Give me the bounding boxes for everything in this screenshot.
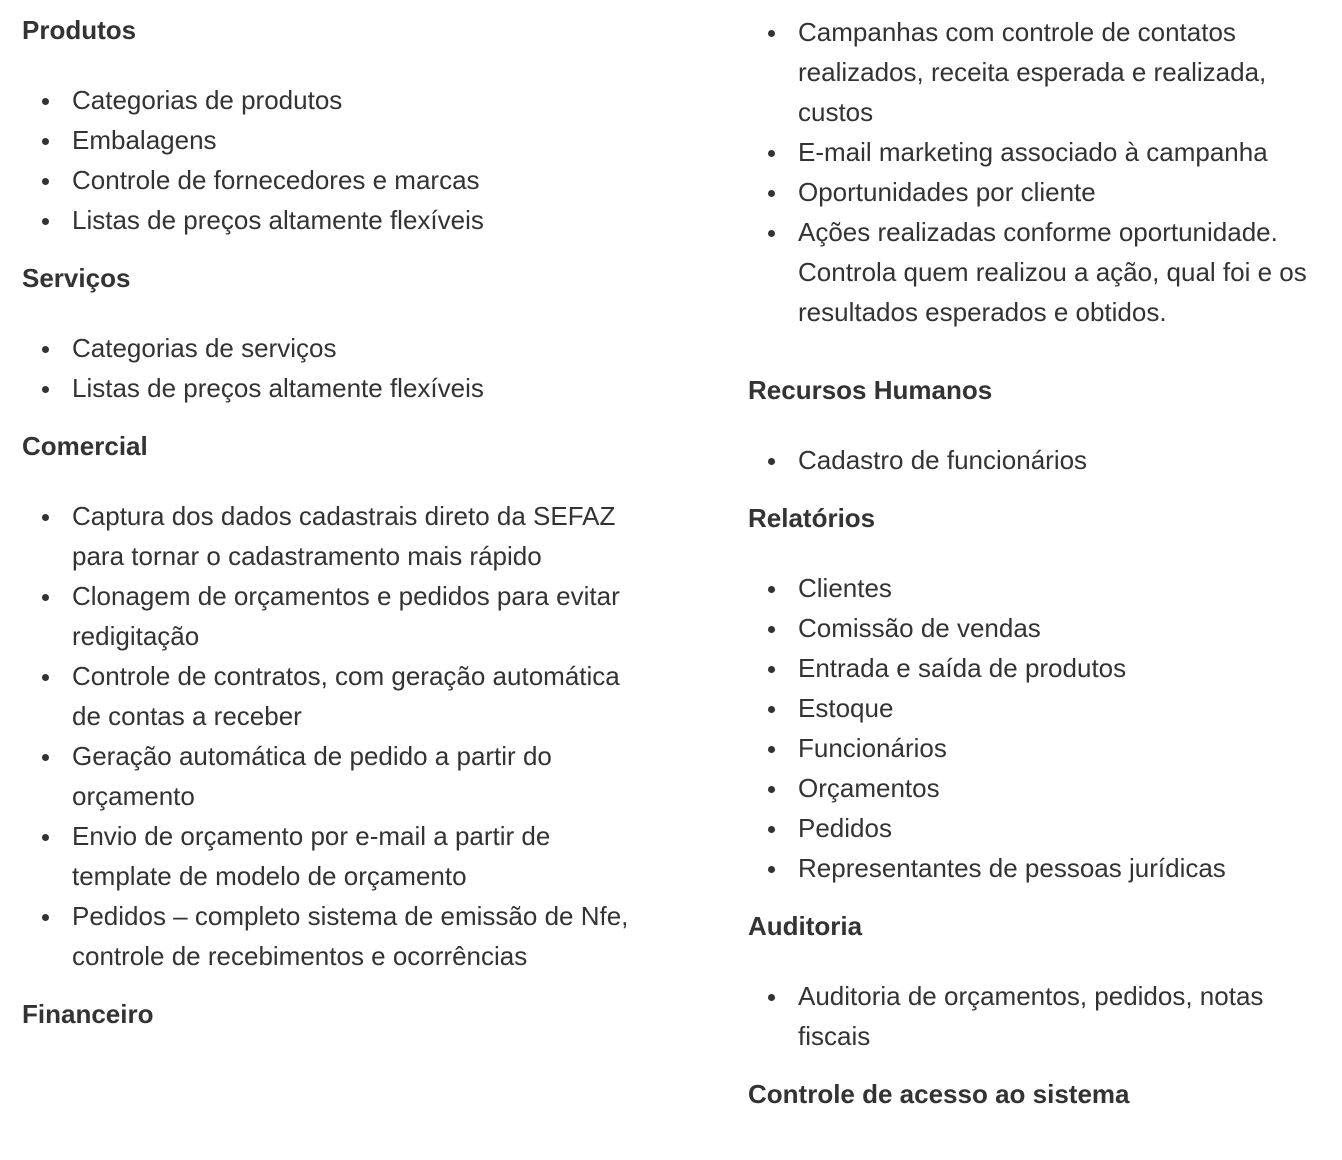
left-column: [22, 0, 642, 1034]
section-title-auditoria: Auditoria: [748, 911, 863, 941]
list-item: Pedidos – completo sistema de emissão de Nfe, controle de recebimentos e ocorrências: [22, 896, 642, 976]
list-item: Campanhas com controle de contatos realizados, receita esperada e realizada, custos: [748, 12, 1328, 132]
section-title-financeiro: Financeiro: [22, 999, 154, 1029]
list-servicos: [22, 328, 642, 408]
list-item: Embalagens: [22, 120, 642, 160]
list-item: Clonagem de orçamentos e pedidos para evitar redigitação: [22, 576, 642, 656]
list-item: Comissão de vendas: [748, 608, 1328, 648]
right-column: [748, 0, 1328, 1114]
section-title-produtos: Produtos: [22, 15, 137, 45]
list-item: Controle de contratos, com geração automática de contas a receber: [22, 656, 642, 736]
list-item: E-mail marketing associado à campanha: [748, 132, 1328, 172]
section-title-controle-acesso: Controle de acesso ao sistema: [748, 1079, 1130, 1109]
section-title-relatorios: Relatórios: [748, 503, 876, 533]
list-marketing-continuation: [748, 12, 1328, 332]
list-item: Listas de preços altamente flexíveis: [22, 200, 642, 240]
list-item: Estoque: [748, 688, 1328, 728]
list-auditoria: [748, 976, 1328, 1056]
list-comercial: [22, 496, 642, 976]
list-item: Envio de orçamento por e-mail a partir de template de modelo de orçamento: [22, 816, 642, 896]
list-item: Auditoria de orçamentos, pedidos, notas fiscais: [748, 976, 1328, 1056]
section-title-comercial: Comercial: [22, 431, 148, 461]
list-item: Listas de preços altamente flexíveis: [22, 368, 642, 408]
list-item: Entrada e saída de produtos: [748, 648, 1328, 688]
list-item: Cadastro de funcionários: [748, 440, 1328, 480]
list-item: Categorias de produtos: [22, 80, 642, 120]
list-item: Representantes de pessoas jurídicas: [748, 848, 1328, 888]
list-relatorios: [748, 568, 1328, 888]
list-item: Oportunidades por cliente: [748, 172, 1328, 212]
list-item: Ações realizadas conforme oportunidade. Controla quem realizou a ação, qual foi e os resultados esperados e obtidos.: [748, 212, 1328, 332]
list-item: Geração automática de pedido a partir do orçamento: [22, 736, 642, 816]
section-title-recursos-humanos: Recursos Humanos: [748, 375, 993, 405]
list-item: Captura dos dados cadastrais direto da SEFAZ para tornar o cadastramento mais rápido: [22, 496, 642, 576]
list-produtos: [22, 80, 642, 240]
section-title-servicos: Serviços: [22, 263, 131, 293]
list-item: Controle de fornecedores e marcas: [22, 160, 642, 200]
list-item: Categorias de serviços: [22, 328, 642, 368]
list-item: Pedidos: [748, 808, 1328, 848]
list-item: Orçamentos: [748, 768, 1328, 808]
list-item: Funcionários: [748, 728, 1328, 768]
list-item: Clientes: [748, 568, 1328, 608]
list-recursos-humanos: [748, 440, 1328, 480]
